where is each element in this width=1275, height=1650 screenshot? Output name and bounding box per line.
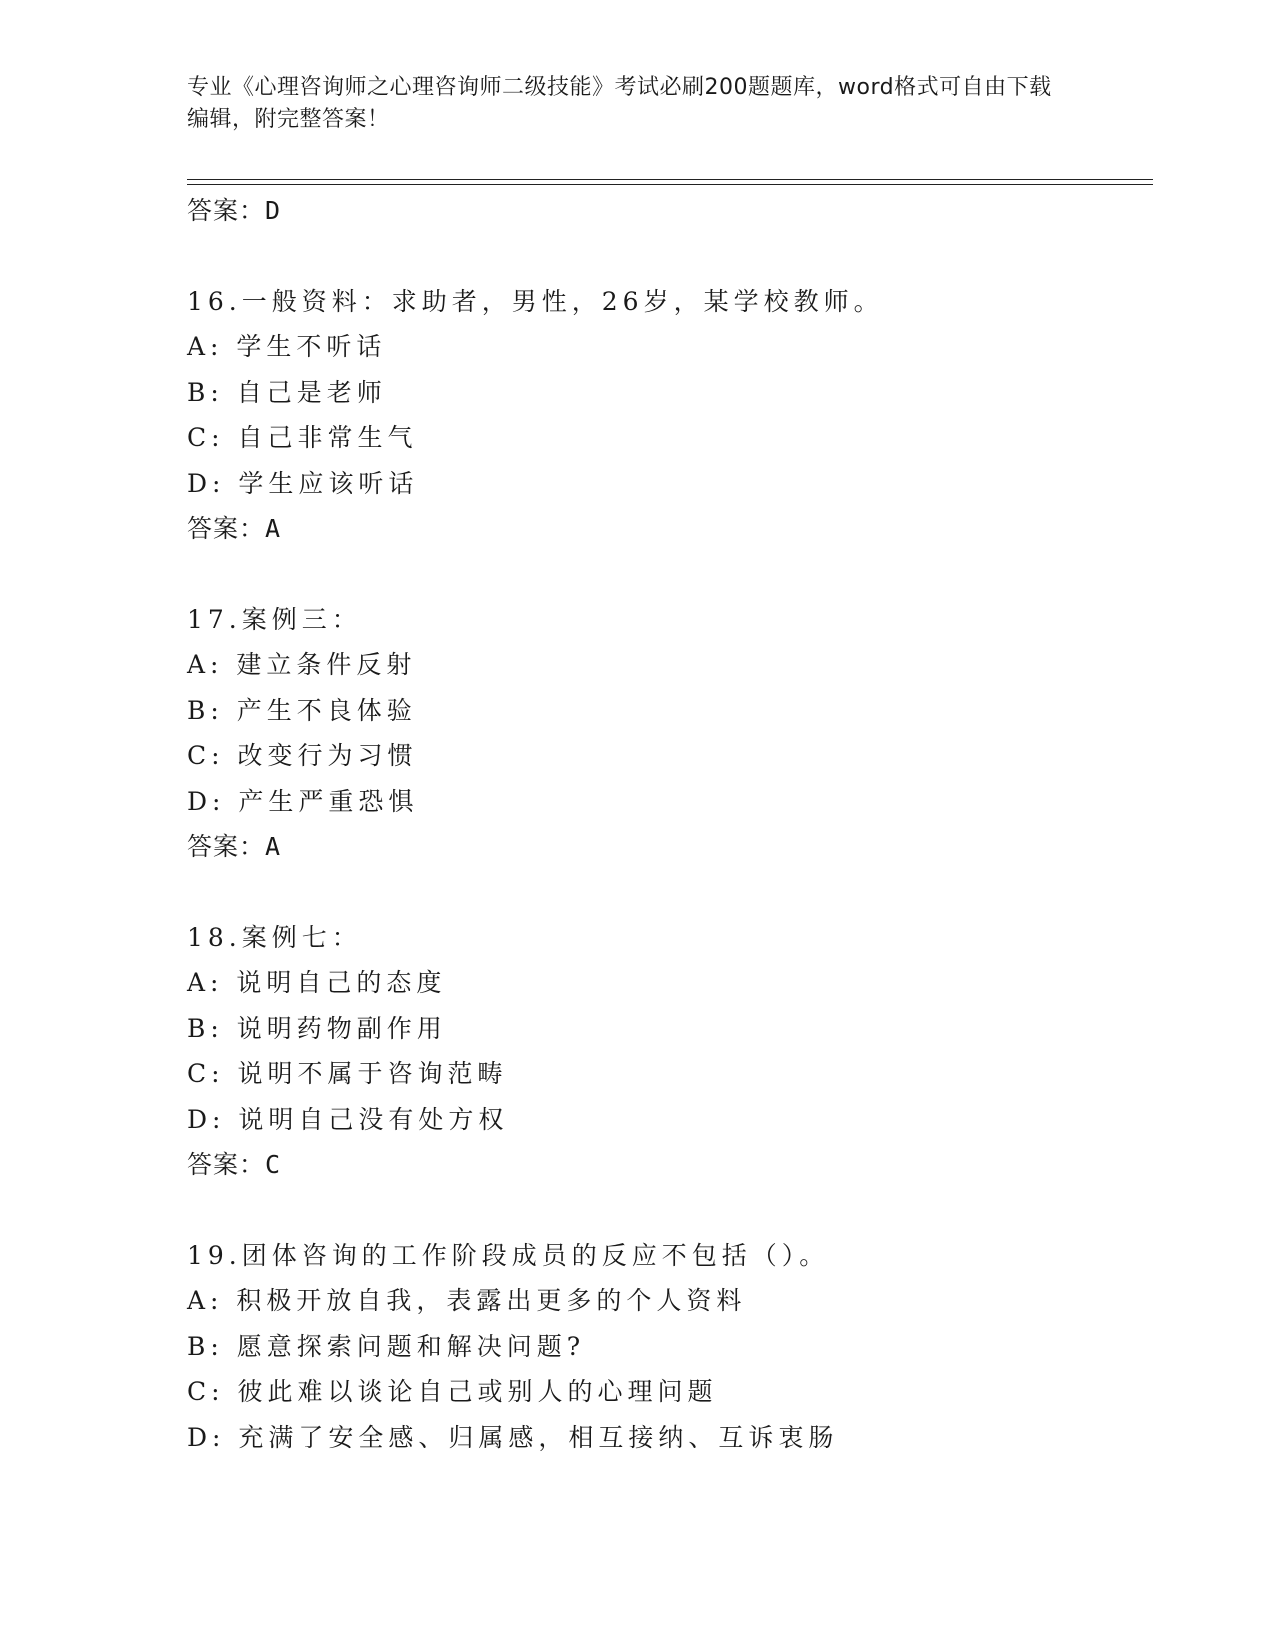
option-b: B: 说明药物副作用 (187, 1013, 447, 1043)
header-rule-bottom (187, 184, 1153, 185)
spacer (187, 552, 1153, 597)
spacer (187, 1188, 1153, 1233)
option-c: C: 彼此难以谈论自己或别人的心理问题 (187, 1377, 718, 1406)
question-16 (187, 279, 1153, 552)
answer-label: 答案： (187, 1150, 266, 1179)
question-17 (187, 597, 1153, 870)
answer-line-15 (187, 188, 1153, 234)
option-a: A: 积极开放自我，表露出更多的个人资料 (187, 1286, 747, 1315)
document-header (187, 72, 1067, 136)
question-stem: 19.团体咨询的工作阶段成员的反应不包括（）。 (187, 1240, 830, 1270)
option-a: A: 建立条件反射 (187, 650, 417, 679)
option-b: B: 产生不良体验 (187, 695, 417, 725)
answer-line (187, 1142, 1153, 1188)
option-d: D: 学生应该听话 (187, 468, 419, 498)
question-stem: 16.一般资料：求助者，男性，26岁，某学校教师。 (187, 286, 884, 316)
answer-line (187, 824, 1153, 870)
option-d: D: 充满了安全感、归属感，相互接纳、互诉衷肠 (187, 1422, 839, 1452)
option-a: A: 说明自己的态度 (187, 968, 447, 997)
spacer (187, 234, 1153, 279)
question-18 (187, 915, 1153, 1188)
option-d: D: 说明自己没有处方权 (187, 1104, 509, 1134)
option-c: C: 改变行为习惯 (187, 741, 418, 770)
header-text: 专业《心理咨询师之心理咨询师二级技能》考试必刷200题题库，word格式可自由下载编辑，附完整答案！ (187, 75, 1052, 132)
option-b: B: 自己是老师 (187, 377, 387, 407)
spacer (187, 870, 1153, 915)
answer-line (187, 506, 1153, 552)
header-rule-top (187, 179, 1153, 180)
question-stem: 17.案例三： (187, 604, 362, 634)
option-b: B: 愿意探索问题和解决问题? (187, 1331, 586, 1361)
option-c: C: 说明不属于咨询范畴 (187, 1059, 508, 1088)
question-stem: 18.案例七： (187, 922, 362, 952)
answer-value: C (265, 1150, 282, 1179)
question-list (187, 188, 1153, 1460)
answer-label: 答案： (187, 514, 266, 543)
question-19 (187, 1233, 1153, 1461)
answer-value: A (265, 832, 282, 861)
answer-value: D (265, 196, 282, 225)
option-d: D: 产生严重恐惧 (187, 786, 419, 816)
answer-value: A (265, 514, 282, 543)
option-a: A: 学生不听话 (187, 332, 387, 361)
answer-label: 答案： (187, 196, 266, 225)
option-c: C: 自己非常生气 (187, 423, 418, 452)
answer-label: 答案： (187, 832, 266, 861)
